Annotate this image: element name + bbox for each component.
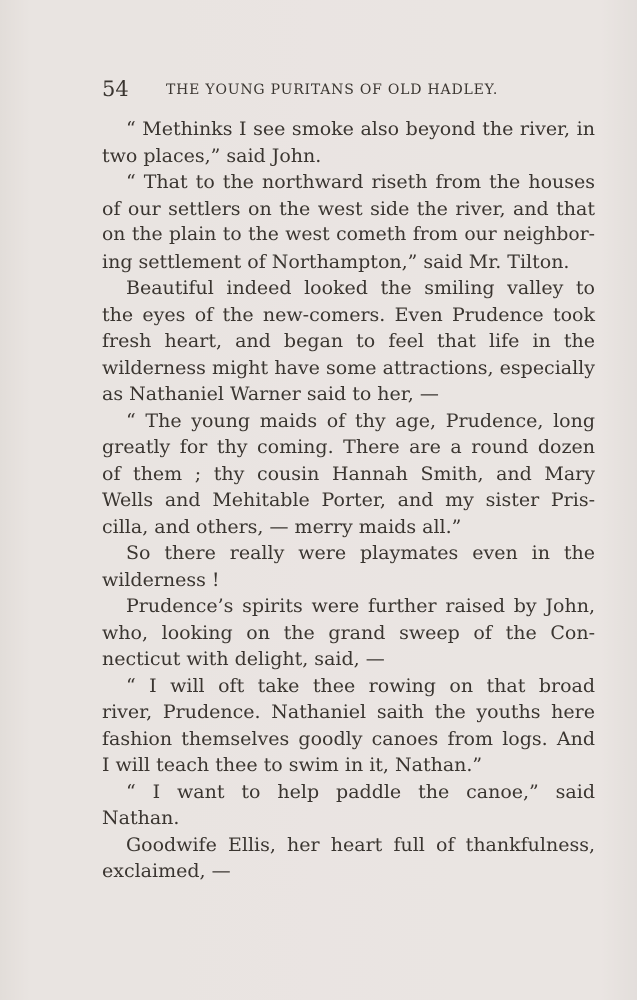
text-line: of them ; thy cousin Hannah Smith, and Mary — [102, 462, 595, 485]
text-line: Prudence’s spirits were further raised by John, — [126, 595, 595, 617]
text-line: “ I will oft take thee rowing on that broad — [126, 674, 595, 697]
text-line: “ The young maids of thy age, Prudence, long — [126, 409, 595, 432]
text-line: two places,” said John. — [102, 144, 322, 167]
text-line: necticut with delight, said, — — [102, 648, 385, 670]
text-line: fashion themselves goodly canoes from logs. And — [102, 727, 595, 750]
text-line: ing settlement of Northampton,” said Mr. Tilton. — [102, 250, 570, 273]
text-line: who, looking on the grand sweep of the Con- — [102, 621, 595, 644]
running-head: THE YOUNG PURITANS OF OLD HADLEY. — [166, 82, 499, 98]
text-line: fresh heart, and began to feel that life in the — [102, 330, 595, 352]
text-line: as Nathaniel Warner said to her, — — [102, 383, 439, 405]
text-line: river, Prudence. Nathaniel saith the youths here — [102, 701, 595, 723]
page-number: 54 — [102, 77, 129, 101]
text-line: Goodwife Ellis, her heart full of thankfulness, — [126, 833, 595, 856]
text-line: So there really were playmates even in the — [126, 542, 595, 564]
text-line: “ I want to help paddle the canoe,” said — [126, 780, 595, 803]
page-header — [102, 77, 532, 101]
text-line: exclaimed, — — [102, 860, 231, 882]
text-line: I will teach thee to swim in it, Nathan.” — [102, 754, 483, 776]
text-line: “ That to the northward riseth from the houses — [126, 171, 595, 193]
text-line: “ Methinks I see smoke also beyond the river, in — [126, 118, 595, 140]
text-line: on the plain to the west cometh from our neighbor- — [102, 224, 595, 245]
text-line: Nathan. — [102, 807, 180, 829]
body-text — [102, 116, 595, 885]
text-line: wilderness might have some attractions, especially — [102, 356, 595, 379]
text-line: of our settlers on the west side the river, and that — [102, 197, 595, 220]
text-line: cilla, and others, — merry maids all.” — [102, 515, 462, 538]
text-line: Wells and Mehitable Porter, and my sister Pris- — [102, 489, 595, 511]
text-line: the eyes of the new-comers. Even Prudence took — [102, 303, 595, 326]
text-line: wilderness ! — [102, 568, 220, 591]
text-line: Beautiful indeed looked the smiling valley to — [126, 277, 595, 299]
text-line: greatly for thy coming. There are a round dozen — [102, 436, 595, 458]
